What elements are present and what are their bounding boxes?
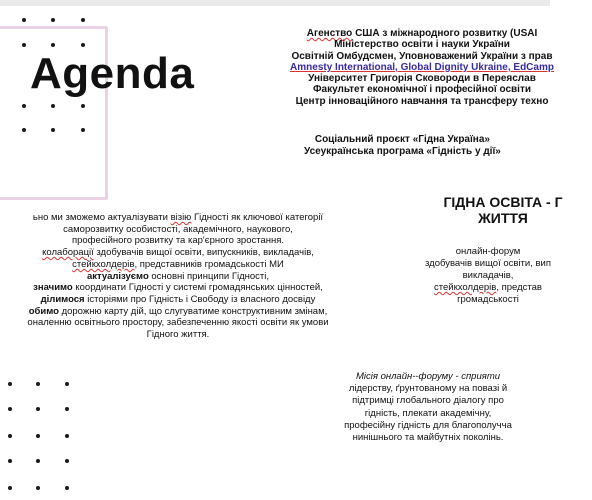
mission-line: Місія онлайн--форуму - сприяти bbox=[355, 371, 501, 382]
para-line: значимо координати Гідності у системі громадянських цінностей, bbox=[33, 282, 323, 294]
org-line: Університет Григорія Сковороди в Переяслав bbox=[308, 73, 536, 85]
organizations-block[interactable] bbox=[252, 28, 592, 107]
project-block[interactable] bbox=[304, 134, 501, 158]
org-line: Агенство США з міжнародного розвитку (USAI bbox=[306, 28, 538, 39]
project-line: Соціальний проєкт «Гідна Україна» bbox=[314, 134, 490, 145]
org-line bbox=[252, 62, 592, 73]
mission-line: професійну гідність для благополучча bbox=[344, 419, 512, 431]
para-line: колаборації здобувачів вищої освіти, випускників, викладачів, bbox=[42, 247, 314, 259]
forum-line: здобувачів вищої освіти, вип bbox=[425, 258, 551, 269]
para-line: стейкхолдерів, представників громадськості МИ bbox=[72, 258, 284, 270]
org-line: Міністерство освіти і науки України bbox=[334, 39, 510, 51]
org-line: Факультет економічної і професійної освіти bbox=[312, 84, 532, 96]
slide-canvas[interactable] bbox=[0, 6, 563, 500]
mission-line: гідність, плекати академічну, bbox=[364, 407, 492, 419]
para-line: обимо дорожню карту дій, що слугуватиме конструктивним змінам, bbox=[28, 305, 328, 317]
para-line: Гідного життя. bbox=[146, 329, 210, 341]
forum-line: громадськості bbox=[457, 294, 519, 305]
forum-line: стейкхолдерів, представ bbox=[434, 282, 542, 293]
org-line: Центр інноваційного навчання та трансферу техно bbox=[295, 95, 549, 107]
mission-line: нинішнього та майбутніх поколінь. bbox=[352, 432, 504, 444]
mission-line: лідерству, ґрунтованому на повазі й bbox=[348, 383, 508, 395]
agenda-title[interactable]: Agenda bbox=[30, 49, 195, 98]
program-line: Усеукраїнська програма «Гідність у дії» bbox=[304, 146, 501, 157]
mission-text[interactable] bbox=[328, 371, 528, 444]
para-line: ділимося історіями про Гідність і Свободу із власного досвіду bbox=[40, 293, 316, 305]
para-line: оналенню освітнього простору, забезпеченню якості освіти як умови bbox=[27, 317, 329, 329]
para-line: саморозвитку особистості, академічного, наукового, bbox=[63, 223, 293, 235]
event-title[interactable]: ГІДНА ОСВІТА - Г ЖИТТЯ bbox=[443, 194, 563, 226]
para-line: ьно ми зможемо актуалізувати візію Гідності як ключової категорії bbox=[32, 212, 324, 223]
left-paragraph[interactable] bbox=[0, 212, 378, 341]
forum-line: онлайн-форум bbox=[455, 246, 521, 257]
forum-description[interactable] bbox=[408, 246, 568, 306]
para-line: актуалізуємо основні принципи Гідності, bbox=[86, 270, 269, 282]
para-line: професійного розвитку та кар'єрного зростання. bbox=[71, 235, 285, 247]
org-line: Освітній Омбудсмен, Уповноважений України з прав bbox=[291, 50, 553, 62]
forum-line: викладачів, bbox=[462, 270, 514, 281]
mission-line: підтримці глобального діалогу про bbox=[352, 395, 504, 407]
org-link[interactable]: Amnesty International, Global Dignity Ukraine, EdCamp bbox=[290, 61, 554, 73]
